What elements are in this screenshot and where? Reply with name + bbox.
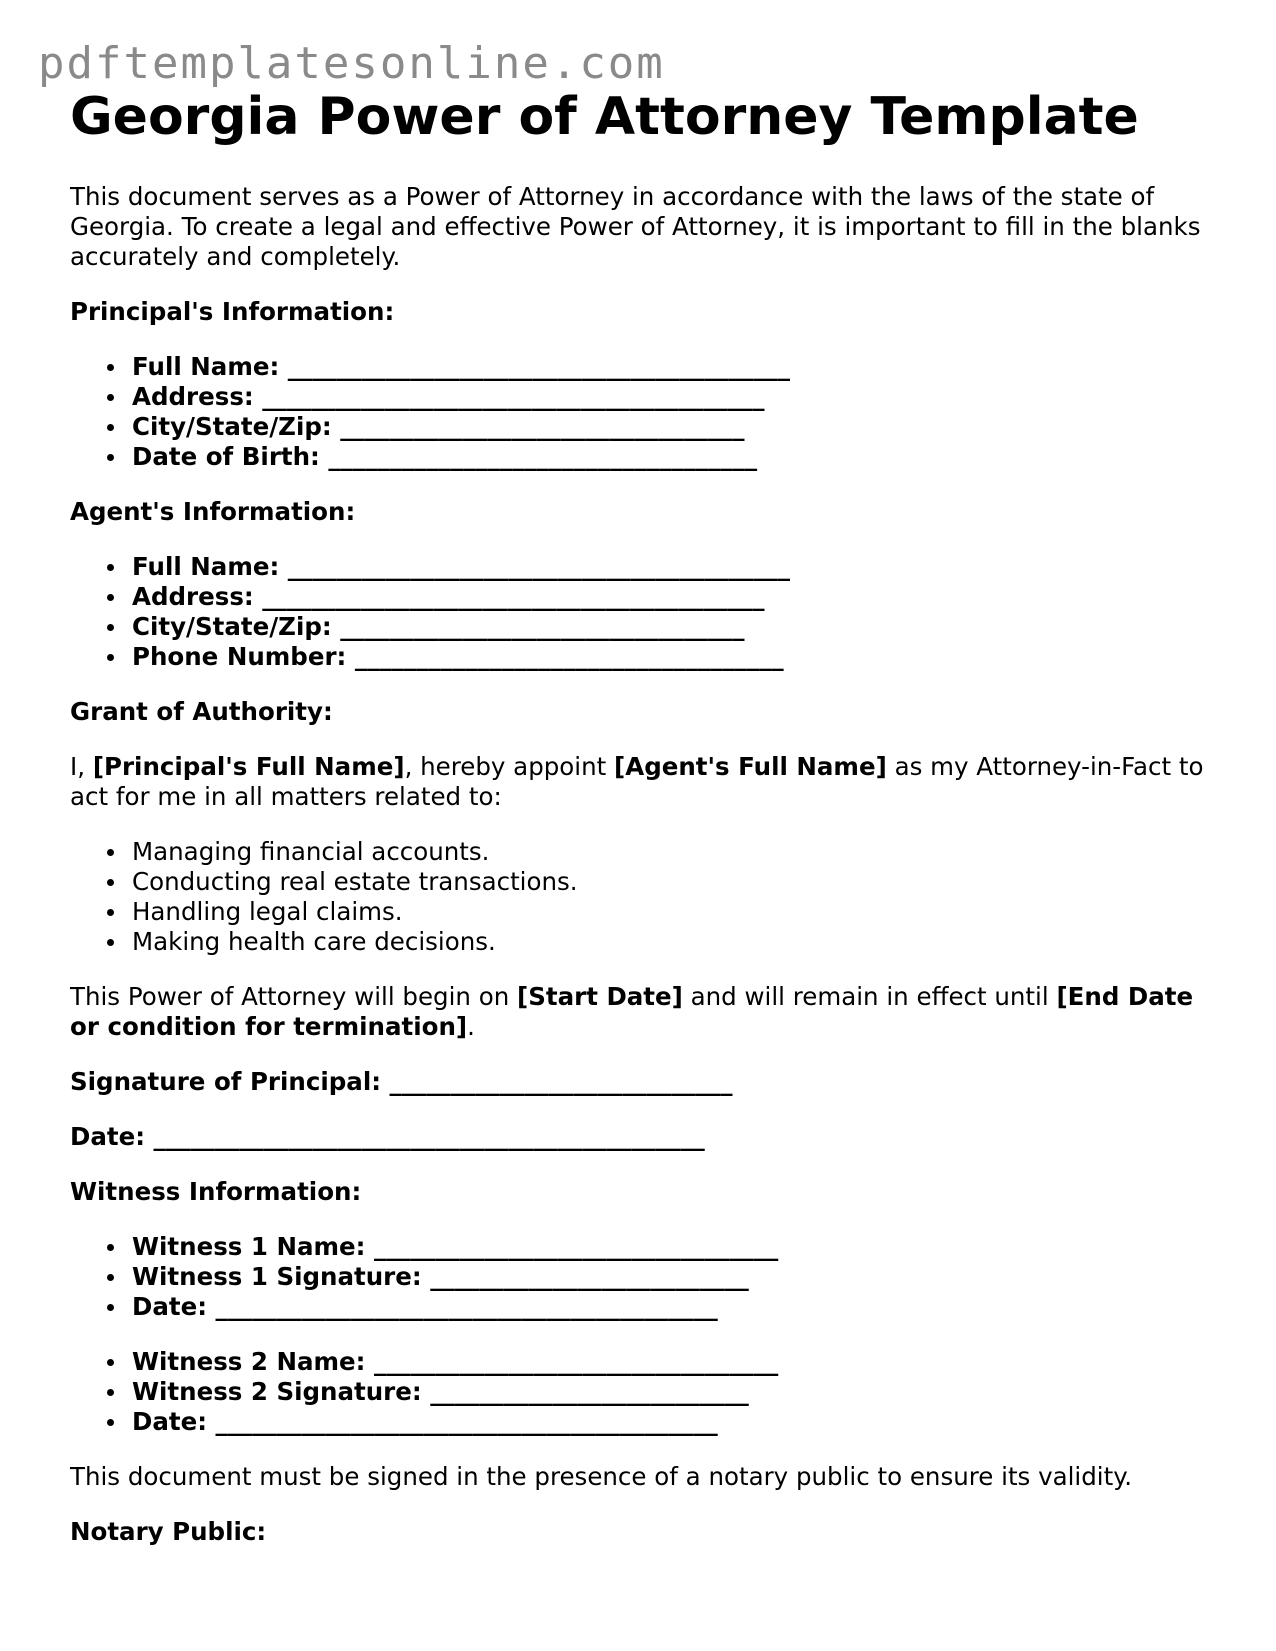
agent-phone-number-field[interactable]: Phone Number: ___________________________________ <box>132 642 1210 672</box>
witness-1-signature-field[interactable]: Witness 1 Signature: __________________________ <box>132 1262 1210 1292</box>
witness-2-fields-list <box>70 1347 1210 1437</box>
agent-city-state-zip-field[interactable]: City/State/Zip: _________________________________ <box>132 612 1210 642</box>
powers-list <box>70 837 1210 957</box>
document-page <box>70 82 1210 1547</box>
principal-full-name-field[interactable]: Full Name: _________________________________________ <box>132 352 1210 382</box>
agent-info-heading: Agent's Information: <box>70 497 356 526</box>
principal-date-of-birth-field[interactable]: Date of Birth: ___________________________________ <box>132 442 1210 472</box>
signature-date-field[interactable]: Date: _____________________________________________ <box>70 1122 705 1151</box>
principal-name-placeholder: [Principal's Full Name] <box>92 752 405 781</box>
agent-fields-list <box>70 552 1210 672</box>
intro-paragraph: This document serves as a Power of Attorney in accordance with the laws of the state of Georgia. To create a legal and effective Power of Attorney, it is important to fill in the blanks accurately and completely. <box>70 182 1201 271</box>
grant-of-authority-heading: Grant of Authority: <box>70 697 333 726</box>
grant-suffix: as my Attorney-in-Fact to act for me in all matters related to: <box>70 752 1204 811</box>
witness-info-heading: Witness Information: <box>70 1177 362 1206</box>
witness-2-name-field[interactable]: Witness 2 Name: _________________________________ <box>132 1347 1210 1377</box>
power-item: Conducting real estate transactions. <box>132 867 1210 897</box>
term-suffix: . <box>467 1012 475 1041</box>
page-title: Georgia Power of Attorney Template <box>70 87 1139 147</box>
agent-name-placeholder: [Agent's Full Name] <box>614 752 887 781</box>
principal-fields-list <box>70 352 1210 472</box>
agent-full-name-field[interactable]: Full Name: _________________________________________ <box>132 552 1210 582</box>
end-date-placeholder: [End Date or condition for termination] <box>70 982 1194 1041</box>
principal-city-state-zip-field[interactable]: City/State/Zip: _________________________________ <box>132 412 1210 442</box>
agent-address-field[interactable]: Address: _________________________________________ <box>132 582 1210 612</box>
power-item: Making health care decisions. <box>132 927 1210 957</box>
term-sentence <box>70 982 1210 1042</box>
witness-1-fields-list <box>70 1232 1210 1322</box>
principal-signature-field[interactable]: Signature of Principal: ____________________________ <box>70 1067 733 1096</box>
power-item: Managing financial accounts. <box>132 837 1210 867</box>
power-item: Handling legal claims. <box>132 897 1210 927</box>
witness-2-date-field[interactable]: Date: _________________________________________ <box>132 1407 1210 1437</box>
notary-notice: This document must be signed in the presence of a notary public to ensure its validity. <box>70 1462 1132 1491</box>
witness-1-name-field[interactable]: Witness 1 Name: _________________________________ <box>132 1232 1210 1262</box>
witness-1-date-field[interactable]: Date: _________________________________________ <box>132 1292 1210 1322</box>
term-middle: and will remain in effect until <box>682 982 1057 1011</box>
notary-public-heading: Notary Public: <box>70 1517 267 1546</box>
start-date-placeholder: [Start Date] <box>517 982 683 1011</box>
principal-address-field[interactable]: Address: _________________________________________ <box>132 382 1210 412</box>
term-prefix: This Power of Attorney will begin on <box>70 982 518 1011</box>
watermark: pdftemplatesonline.com <box>38 38 665 89</box>
principal-info-heading: Principal's Information: <box>70 297 395 326</box>
grant-prefix: I, <box>70 752 93 781</box>
witness-2-signature-field[interactable]: Witness 2 Signature: __________________________ <box>132 1377 1210 1407</box>
grant-sentence <box>70 752 1210 812</box>
grant-middle: , hereby appoint <box>404 752 615 781</box>
